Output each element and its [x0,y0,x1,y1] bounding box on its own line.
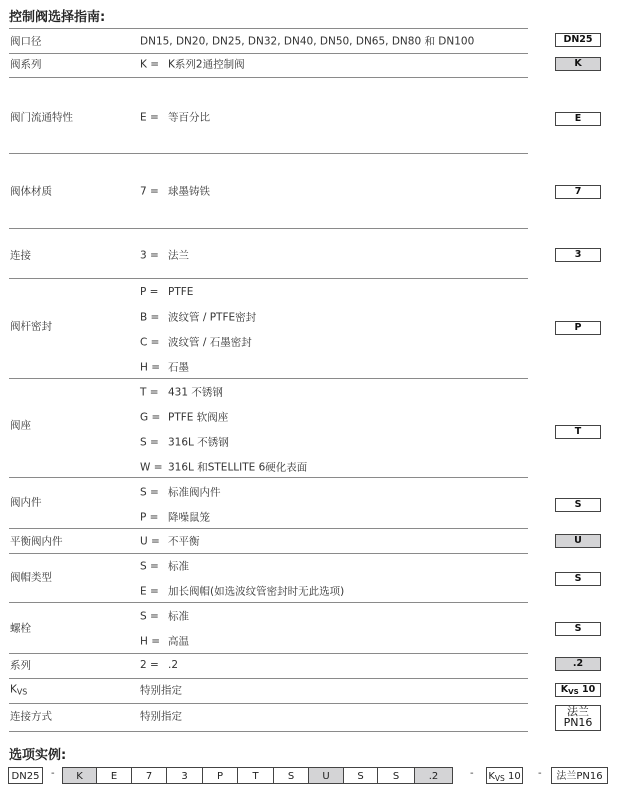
selected-code: K [574,58,582,69]
selected-code-box [555,622,601,636]
row-label [10,57,42,72]
example-kvs-suffix: 10 [504,771,521,782]
selected-code-box [555,33,601,47]
example-code-box: S [343,767,378,784]
selected-code: .2 [572,658,584,669]
selected-code: S [574,573,582,584]
row-label-text: 阀杆密封 [10,320,52,333]
selected-code: E [574,113,582,124]
selected-code: 3 [574,249,582,260]
option-code: 2 = [140,659,159,671]
selected-code: T [574,426,582,437]
option-code: S = [140,486,159,499]
example-connection-box: 法兰PN16 [551,767,608,784]
option-item [140,335,252,350]
row-label-text: 平衡阀内件 [10,535,63,548]
option-item [140,534,200,549]
option-code: P = [140,511,159,524]
option-item [140,34,474,49]
selected-code-box [555,705,601,731]
example-kvs-subscript: VS [494,774,505,783]
option-code: G = [140,411,161,424]
row-label-text: 阀座 [10,419,31,432]
option-text: .2 [168,659,179,671]
example-kvs-text: K [488,771,495,782]
selected-code-suffix: 10 [578,684,596,695]
option-code: H = [140,635,161,648]
row-divider [9,153,528,154]
option-code: K = [140,58,160,71]
option-text: 标准 [168,560,189,573]
option-text: 加长阀帽(如选波纹管密封时无此选项) [168,585,345,598]
example-code-box: T [237,767,274,784]
option-text: 等百分比 [168,111,210,124]
selected-code: S [574,499,582,510]
row-label-text: 连接方式 [10,710,52,723]
option-code: E = [140,111,159,124]
row-label [10,319,52,334]
option-code: W = [140,461,163,474]
row-divider [9,477,528,478]
row-label [10,570,52,585]
row-label-text: 阀系列 [10,58,42,71]
row-divider [9,228,528,229]
example-code-box: S [377,767,415,784]
option-text: 法兰 [168,249,189,262]
row-label-text: 阀体材质 [10,185,52,198]
selected-code: S [574,623,582,634]
row-divider [9,602,528,603]
example-dash: - [538,768,542,779]
option-text: 431 不锈钢 [168,386,223,399]
row-label-text: 连接 [10,249,31,262]
option-item [140,360,189,375]
option-text: 特别指定 [140,684,182,697]
selected-code-box [555,425,601,439]
example-code-box: 7 [131,767,167,784]
option-code: P = [140,286,159,298]
row-label-text: 阀口径 [10,35,42,48]
row-label [10,621,31,636]
option-item [140,510,210,525]
selected-code-box [555,683,601,697]
example-code-box: U [308,767,344,784]
option-item [140,683,182,698]
example-dash: - [51,768,55,779]
example-code-box: 3 [166,767,203,784]
row-divider [9,528,528,529]
row-label-text: 阀内件 [10,496,42,509]
option-item [140,609,189,624]
option-item [140,435,229,450]
option-code: T = [140,386,159,399]
option-code: B = [140,311,160,324]
example-code-box: S [273,767,309,784]
option-item [140,110,210,125]
row-label [10,495,42,510]
selected-code: P [574,322,582,333]
option-item [140,184,210,199]
example-dn-box: DN25 [8,767,43,784]
example-code-box: K [62,767,97,784]
option-text: 石墨 [168,361,189,374]
option-code: 7 = [140,185,159,198]
row-label-text: 阀门流通特性 [10,111,73,124]
option-item [140,410,228,425]
selected-code-box [555,498,601,512]
selected-code-box [555,572,601,586]
option-item [140,634,189,649]
option-item [140,286,193,298]
option-text: 降噪鼠笼 [168,511,210,524]
row-divider [9,53,528,54]
example-title: 选项实例: [9,748,67,763]
row-divider [9,278,528,279]
option-item [140,559,189,574]
option-text: 不平衡 [168,535,200,548]
row-label [10,684,27,697]
option-text: 316L 和STELLITE 6硬化表面 [168,461,308,474]
row-divider [9,731,528,732]
example-kvs-box [486,767,523,784]
option-item [140,385,223,400]
option-code: S = [140,610,159,623]
row-label [10,248,31,263]
selected-code-subscript: VS [568,687,579,696]
option-text: K系列2通控制阀 [168,58,245,71]
selected-code-line1: 法兰 [567,705,589,718]
selected-code: U [574,535,582,546]
option-item [140,310,256,325]
row-label [10,184,52,199]
row-label [10,34,42,49]
row-label-text: 系列 [10,659,31,672]
selected-code: 7 [574,186,582,197]
selected-code-box [555,185,601,199]
selected-code-line2: PN16 [563,716,593,729]
example-code-box: P [202,767,238,784]
option-text: 316L 不锈钢 [168,436,229,449]
option-item [140,57,245,72]
selected-code-box [555,112,601,126]
selected-code-box [555,534,601,548]
option-text: 标准 [168,610,189,623]
selected-code-box [555,248,601,262]
example-code-box: .2 [414,767,453,784]
option-text: 波纹管 / PTFE密封 [168,311,257,324]
option-text: DN15, DN20, DN25, DN32, DN40, DN50, DN65, DN80 和 DN100 [140,35,475,48]
option-code: C = [140,336,160,349]
row-divider [9,28,528,29]
option-item [140,659,178,671]
selected-code-box [555,321,601,335]
example-dash: - [470,768,474,779]
selected-code-box [555,657,601,671]
option-item [140,709,182,724]
option-code: U = [140,535,160,548]
selected-code-box [555,57,601,71]
selected-code: K [560,684,569,695]
option-text: 高温 [168,635,189,648]
option-code: S = [140,560,159,573]
row-divider [9,553,528,554]
option-item [140,460,307,475]
selected-code: DN25 [563,34,593,45]
row-label-subscript: VS [16,687,28,697]
row-divider [9,703,528,704]
option-text: 球墨铸铁 [168,185,210,198]
row-label [10,658,31,673]
option-code: S = [140,436,159,449]
row-label [10,534,63,549]
row-label-text: K [10,683,17,696]
row-label [10,110,73,125]
example-code-box: E [96,767,132,784]
row-divider [9,653,528,654]
guide-title: 控制阀选择指南: [9,10,106,25]
row-label-text: 螺栓 [10,622,31,635]
option-text: PTFE 软阀座 [168,411,229,424]
option-code: 3 = [140,249,159,262]
row-label [10,709,52,724]
option-code: H = [140,361,161,374]
option-text: 特别指定 [140,710,182,723]
row-label [10,418,31,433]
row-label-text: 阀帽类型 [10,571,52,584]
row-divider [9,77,528,78]
option-code: E = [140,585,159,598]
option-item [140,584,344,599]
option-text: PTFE [168,286,194,298]
option-text: 波纹管 / 石墨密封 [168,336,252,349]
row-divider [9,678,528,679]
option-item [140,485,221,500]
row-divider [9,378,528,379]
option-text: 标准阀内件 [168,486,221,499]
option-item [140,248,189,263]
